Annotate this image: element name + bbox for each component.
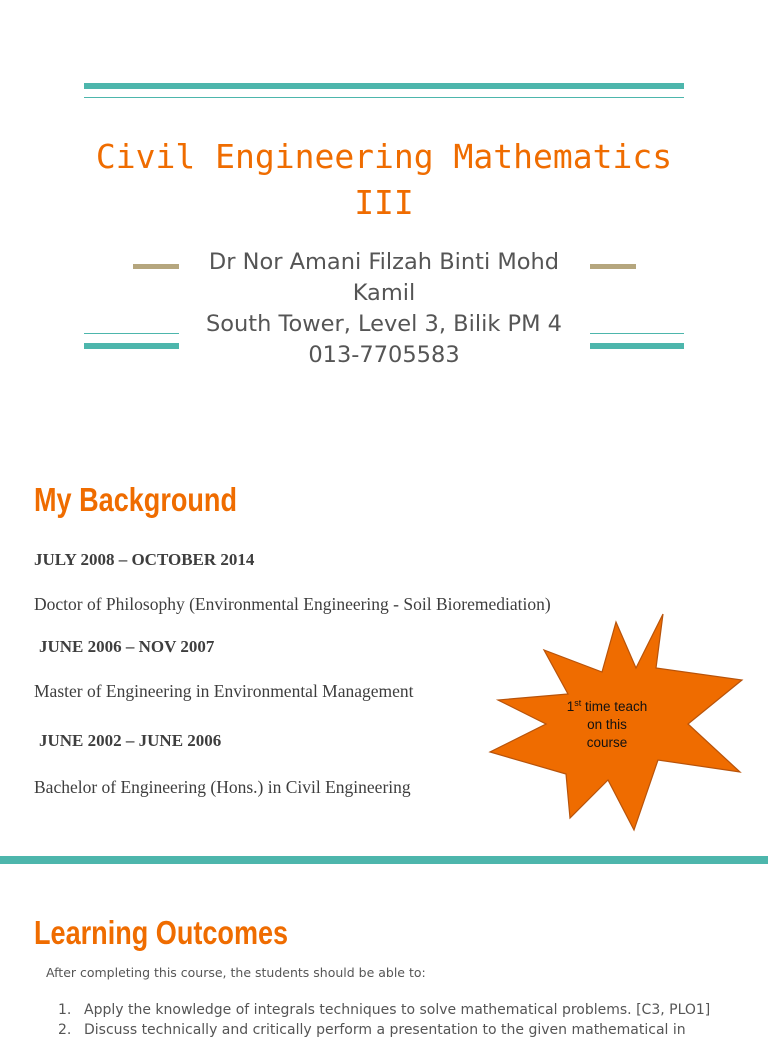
right-bottom-rule-thick: [590, 343, 684, 349]
list-item: 2. Discuss technically and critically perform a presentation to the given mathematical in: [58, 1022, 686, 1038]
callout-text: [548, 698, 666, 752]
background-heading: My Background: [34, 481, 237, 518]
callout-line-2: on this: [587, 717, 627, 732]
lecturer-name-line-1: Dr Nor Amani Filzah Binti Mohd: [208, 249, 560, 275]
office-location: South Tower, Level 3, Bilik PM 4: [205, 311, 562, 337]
lecturer-info: [180, 247, 588, 371]
top-rule-thick: [84, 83, 684, 89]
right-dash: [590, 264, 636, 269]
slide-divider: [0, 856, 768, 864]
entry-2-degree: Master of Engineering in Environmental Management: [34, 681, 414, 701]
entry-2-date: JUNE 2006 – NOV 2007: [39, 637, 215, 656]
phone-number: 013-7705583: [308, 342, 460, 368]
left-bottom-rule-thin: [84, 333, 179, 334]
learning-outcomes-heading: Learning Outcomes: [34, 914, 289, 951]
title-line-1: Civil Engineering Mathematics: [95, 137, 673, 176]
slide-title: [84, 134, 684, 226]
entry-1-date: JULY 2008 – OCTOBER 2014: [34, 550, 255, 569]
right-bottom-rule-thin: [590, 333, 684, 334]
learning-outcomes-intro: After completing this course, the students should be able to:: [46, 965, 426, 980]
top-rule-thin: [84, 97, 684, 98]
callout-line-1: 1st time teach: [566, 698, 648, 714]
left-bottom-rule-thick: [84, 343, 179, 349]
entry-3-degree: Bachelor of Engineering (Hons.) in Civil Engineering: [34, 777, 411, 797]
entry-1-degree: Doctor of Philosophy (Environmental Engineering - Soil Bioremediation): [34, 594, 551, 614]
entry-3-date: JUNE 2002 – JUNE 2006: [39, 731, 222, 750]
callout-line-3: course: [586, 735, 628, 750]
list-item: 1. Apply the knowledge of integrals techniques to solve mathematical problems. [C3, PLO1]: [58, 1002, 711, 1018]
lecturer-name-line-2: Kamil: [352, 280, 416, 306]
left-dash: [133, 264, 179, 269]
learning-outcomes-list: [58, 1000, 758, 1040]
title-line-2: III: [354, 183, 414, 222]
